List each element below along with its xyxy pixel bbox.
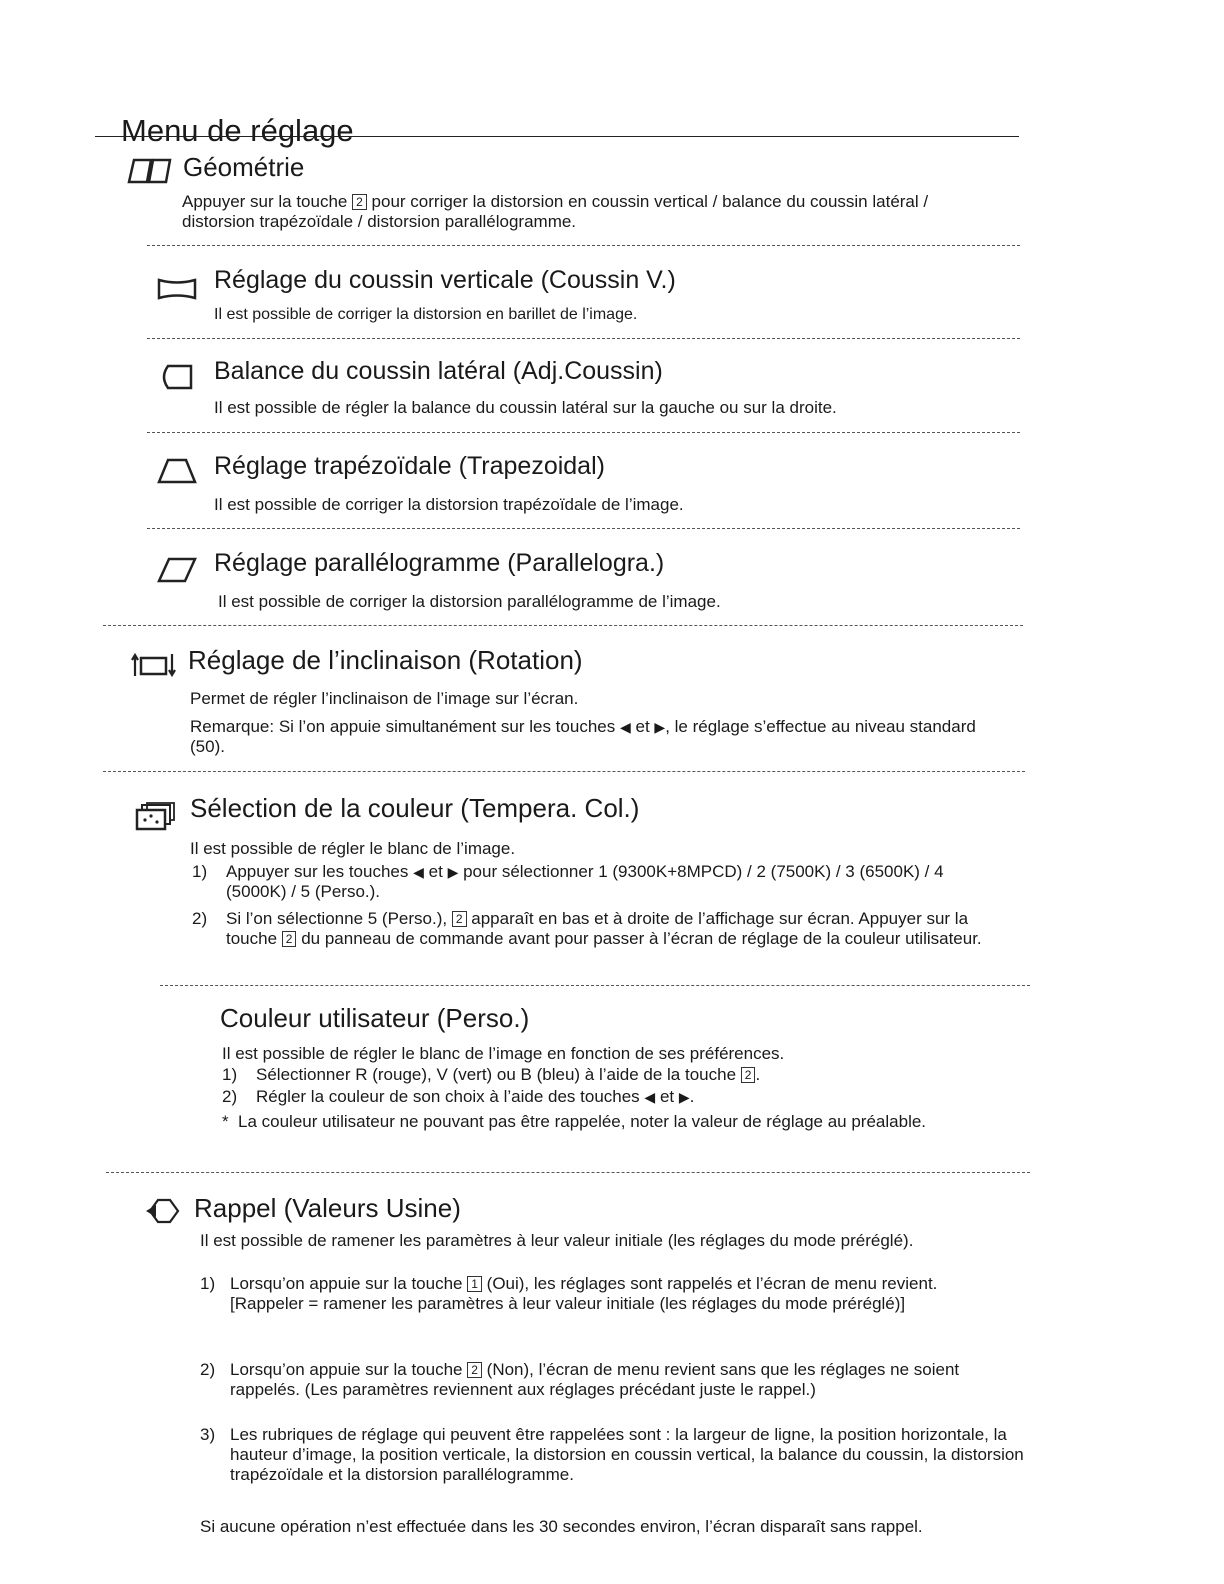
side-balance-desc: Il est possible de régler la balance du coussin latéral sur la gauche ou sur la droite. — [214, 398, 837, 417]
user-color-note-text: La couleur utilisateur ne pouvant pas être rappelée, noter la valeur de réglage au préalable. — [238, 1112, 927, 1131]
recall-item2-b: (Non), l’écran de menu revient sans que les réglages ne soient rappelés. (Les paramètres reviennent aux réglages précédant juste le rappel.) — [230, 1360, 960, 1399]
rotation-title: Réglage de l’inclinaison (Rotation) — [188, 645, 583, 675]
right-arrow-key-icon: ▶ — [447, 864, 459, 880]
recall-item1-b: (Oui), les réglages sont rappelés et l’écran de menu revient. — [486, 1274, 938, 1293]
list-text — [226, 909, 1006, 949]
divider — [103, 625, 1023, 626]
color-item-2 — [192, 909, 1017, 949]
pincushion-icon — [157, 278, 197, 300]
list-item — [192, 862, 1017, 902]
color-item1-et: et — [428, 862, 443, 881]
geometry-desc-a: Appuyer sur la touche — [182, 192, 348, 211]
parallelogram-desc: Il est possible de corriger la distorsion parallélogramme de l’image. — [218, 592, 721, 611]
user-color-item2-et: et — [659, 1087, 675, 1106]
rotation-desc: Permet de régler l’inclinaison de l’image sur l’écran. — [190, 689, 579, 708]
color-item2-b: apparaît en bas et à droite de l’affichage sur écran. Appuyer sur la touche — [226, 909, 969, 948]
list-number: 2) — [200, 1360, 216, 1379]
list-number: 1) — [192, 862, 208, 881]
key-2-icon: 2 — [467, 1362, 482, 1378]
list-item — [222, 1087, 1012, 1107]
list-number: 1) — [200, 1274, 216, 1293]
color-temperature-icon — [134, 801, 176, 831]
list-number: 2) — [192, 909, 208, 928]
user-color-desc: Il est possible de régler le blanc de l’image en fonction de ses préférences. — [222, 1044, 785, 1063]
color-item1-a: Appuyer sur les touches — [226, 862, 409, 881]
divider — [147, 432, 1020, 433]
user-color-item2-a: Régler la couleur de son choix à l’aide des touches — [256, 1087, 640, 1106]
geometry-title: Géométrie — [183, 152, 305, 182]
left-arrow-key-icon: ◀ — [619, 719, 631, 735]
recall-footer: Si aucune opération n’est effectuée dans les 30 secondes environ, l’écran disparaît sans rappel. — [200, 1517, 923, 1536]
title-rule — [95, 136, 1019, 137]
trapezoid-icon — [156, 457, 198, 485]
divider — [147, 245, 1020, 246]
list-text: Sélectionner R (rouge), V (vert) ou B (bleu) à l’aide de la touche 2 . — [256, 1065, 761, 1084]
parallelogram-title: Réglage parallélogramme (Parallelogra.) — [214, 549, 665, 577]
recall-icon — [144, 1197, 180, 1225]
side-balance-icon — [158, 363, 194, 391]
user-color-title: Couleur utilisateur (Perso.) — [220, 1003, 530, 1033]
note-mark: * — [222, 1112, 229, 1131]
trapezoid-title: Réglage trapézoïdale (Trapezoidal) — [214, 452, 605, 480]
recall-item1-a: Lorsqu’on appuie sur la touche — [230, 1274, 463, 1293]
user-color-note — [222, 1112, 1002, 1132]
divider — [160, 985, 1030, 986]
rotation-note-et: et — [635, 717, 650, 736]
pincushion-desc: Il est possible de corriger la distorsion en barillet de l’image. — [214, 306, 638, 323]
list-number: 2) — [222, 1087, 238, 1106]
list-number: 3) — [200, 1425, 216, 1444]
color-item2-a: Si l’on sélectionne 5 (Perso.), — [226, 909, 448, 928]
user-color-item-1 — [222, 1065, 1012, 1085]
recall-item-2 — [200, 1360, 1028, 1400]
key-2-icon: 2 — [352, 194, 367, 210]
list-text — [230, 1274, 1020, 1314]
list-item — [222, 1065, 1012, 1085]
right-arrow-key-icon: ▶ — [678, 1089, 690, 1105]
side-balance-title: Balance du coussin latéral (Adj.Coussin) — [214, 357, 663, 385]
left-arrow-key-icon: ◀ — [644, 1089, 656, 1105]
list-item — [200, 1360, 1028, 1400]
user-color-item-2 — [222, 1087, 1012, 1107]
list-item — [200, 1425, 1028, 1485]
key-2-icon: 2 — [741, 1067, 756, 1083]
recall-title: Rappel (Valeurs Usine) — [194, 1193, 461, 1223]
rotation-note-b: , le réglage s’effectue au niveau standard (50). — [190, 717, 976, 756]
divider — [147, 338, 1020, 339]
left-arrow-key-icon: ◀ — [413, 864, 424, 880]
trapezoid-desc: Il est possible de corriger la distorsion trapézoïdale de l’image. — [214, 495, 684, 514]
color-item1-b: pour sélectionner 1 (9300K+8MPCD) / 2 (7500K) / 3 (6500K) / 4 (5000K) / 5 (Perso.). — [226, 862, 944, 901]
color-title: Sélection de la couleur (Tempera. Col.) — [190, 793, 640, 823]
page-title: Menu de réglage — [121, 112, 354, 148]
list-number: 1) — [222, 1065, 238, 1084]
divider — [103, 771, 1025, 772]
list-text — [226, 862, 1006, 902]
color-item-1 — [192, 862, 1017, 902]
color-item2-c: du panneau de commande avant pour passer à l’écran de réglage de la couleur utilisateur. — [301, 929, 982, 948]
list-item — [200, 1274, 1028, 1314]
pincushion-title: Réglage du coussin verticale (Coussin V.) — [214, 266, 676, 294]
note-item — [222, 1112, 1002, 1132]
divider — [147, 528, 1020, 529]
list-text: Les rubriques de réglage qui peuvent être rappelées sont : la largeur de ligne, la position horizontale, la hauteur d’image, la position verticale, la distorsion en coussin vertical, la balance du coussin, la distorsion trapézoïdale et la distorsion parallélogramme. — [230, 1425, 1024, 1484]
right-arrow-key-icon: ▶ — [654, 719, 666, 735]
user-color-item1-a: Sélectionner R (rouge), V (vert) ou B (bleu) à l’aide de la touche — [256, 1065, 737, 1084]
rotation-icon — [130, 652, 178, 678]
list-item — [192, 909, 1017, 949]
key-2-icon: 2 — [452, 911, 467, 927]
divider — [106, 1172, 1030, 1173]
recall-desc: Il est possible de ramener les paramètres à leur valeur initiale (les réglages du mode préréglé). — [200, 1231, 914, 1250]
key-1-icon: 1 — [467, 1276, 482, 1292]
recall-item-3 — [200, 1425, 1028, 1485]
rotation-note — [190, 717, 1015, 757]
list-text: Régler la couleur de son choix à l’aide des touches ◀ et ▶. — [256, 1087, 695, 1106]
key-2-icon: 2 — [282, 931, 297, 947]
recall-item1-c: [Rappeler = ramener les paramètres à leur valeur initiale (les réglages du mode préréglé)] — [230, 1294, 906, 1313]
color-desc: Il est possible de régler le blanc de l’image. — [190, 839, 516, 858]
list-text — [230, 1360, 1025, 1400]
geometry-icon — [127, 157, 173, 185]
recall-item-1 — [200, 1274, 1028, 1314]
rotation-note-a: Remarque: Si l’on appuie simultanément sur les touches — [190, 717, 616, 736]
recall-item2-a: Lorsqu’on appuie sur la touche — [230, 1360, 463, 1379]
parallelogram-icon — [156, 556, 198, 584]
geometry-desc-b: pour corriger la distorsion en coussin vertical / balance du coussin latéral / distorsion trapézoïdale / distorsion parallélogramme. — [182, 192, 929, 231]
geometry-desc — [182, 192, 972, 232]
